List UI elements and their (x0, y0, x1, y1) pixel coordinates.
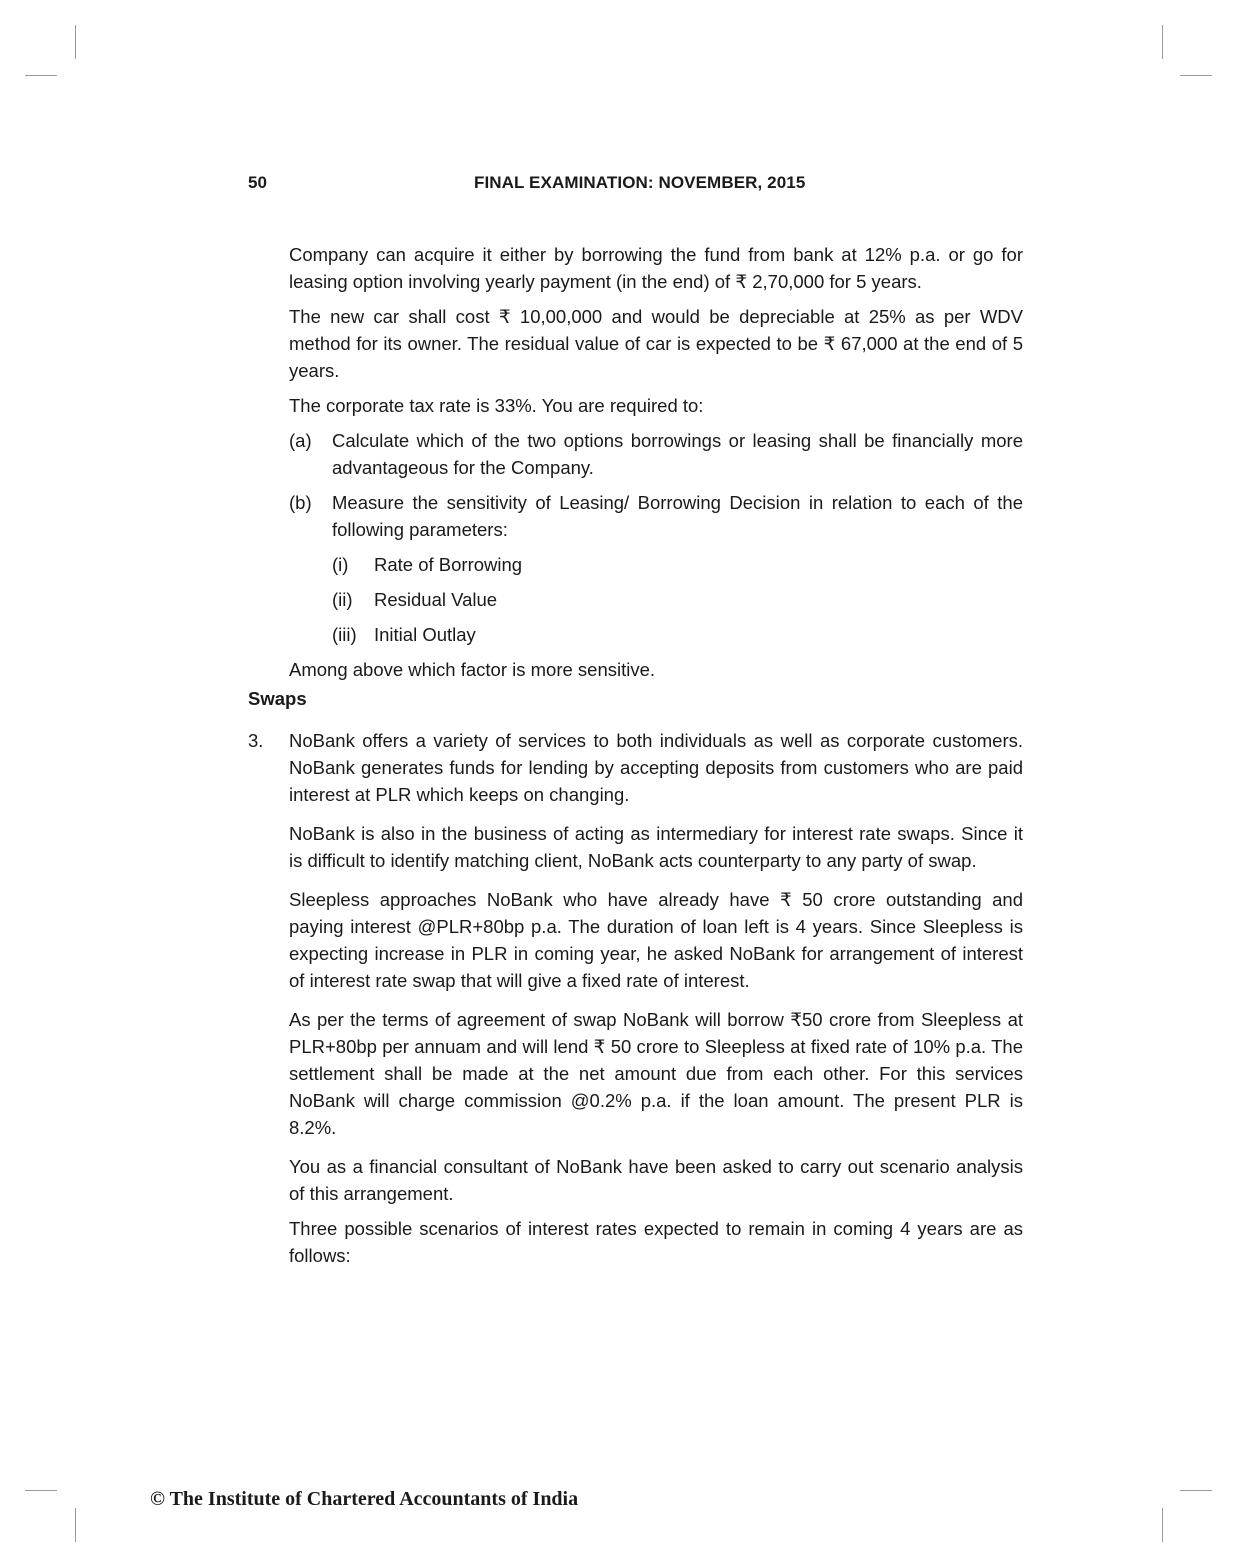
crop-mark (1180, 1490, 1212, 1491)
question-3 (248, 727, 1023, 1269)
paragraph: Company can acquire it either by borrowing the fund from bank at 12% p.a. or go for leasing option involving yearly payment (in the end) of ₹ 2,70,000 for 5 years. (289, 244, 1023, 292)
sub-list-item-label: (ii) (332, 589, 353, 610)
sub-list-item-label: (i) (332, 554, 349, 575)
paragraph: NoBank is also in the business of acting as intermediary for interest rate swaps. Since it is difficult to identify matching client, NoBank acts counterparty to any party of swap. (289, 823, 1023, 871)
list-item (289, 489, 1023, 543)
paragraph: You as a financial consultant of NoBank have been asked to carry out scenario analysis of this arrangement. (289, 1156, 1023, 1204)
page-number: 50 (248, 173, 267, 192)
crop-mark (25, 75, 57, 76)
list-item (289, 427, 1023, 481)
paragraph: Sleepless approaches NoBank who have already have ₹ 50 crore outstanding and paying interest @PLR+80bp p.a. The duration of loan left is 4 years. Since Sleepless is expecting increase in PLR in coming year, he asked NoBank for arrangement of interest of interest rate swap that will give a fixed rate of interest. (289, 889, 1023, 991)
question-number: 3. (248, 730, 264, 751)
sub-list-item-label: (iii) (332, 624, 357, 645)
crop-mark (75, 1508, 76, 1542)
list-item-label: (b) (289, 492, 312, 513)
copyright-footer: © The Institute of Chartered Accountants of India (150, 1488, 579, 1510)
sub-list-item (289, 551, 1023, 578)
sub-list-item (289, 586, 1023, 613)
question-body (289, 727, 1023, 1269)
question-2-continuation (289, 241, 1023, 683)
sub-list-item-text: Residual Value (374, 589, 498, 610)
crop-mark (25, 1490, 57, 1491)
sub-list-item-text: Rate of Borrowing (374, 554, 523, 575)
crop-mark (1180, 75, 1212, 76)
list-item-label: (a) (289, 430, 312, 451)
crop-mark (1162, 1508, 1163, 1542)
crop-mark (1162, 25, 1163, 59)
running-head: FINAL EXAMINATION: NOVEMBER, 2015 (474, 173, 806, 192)
paragraph: NoBank offers a variety of services to both individuals as well as corporate customers. NoBank generates funds for lending by accepting deposits from customers who are paid interest at PLR which keeps on changing. (289, 730, 1023, 805)
paragraph: The corporate tax rate is 33%. You are required to: (289, 395, 704, 416)
paragraph: Three possible scenarios of interest rates expected to remain in coming 4 years are as follows: (289, 1218, 1023, 1266)
crop-mark (75, 25, 76, 59)
paragraph: Among above which factor is more sensitive. (289, 659, 656, 680)
sub-list-item (289, 621, 1023, 648)
paragraph: As per the terms of agreement of swap NoBank will borrow ₹50 crore from Sleepless at PLR+80bp per annuam and will lend ₹ 50 crore to Sleepless at fixed rate of 10% p.a. The settlement shall be made at the net amount due from each other. For this services NoBank will charge commission @0.2% p.a. if the loan amount. The present PLR is 8.2%. (289, 1009, 1023, 1138)
paragraph: The new car shall cost ₹ 10,00,000 and would be depreciable at 25% as per WDV method for its owner. The residual value of car is expected to be ₹ 67,000 at the end of 5 years. (289, 306, 1023, 381)
list-item-text: Calculate which of the two options borrowings or leasing shall be financially more advantageous for the Company. (332, 430, 1023, 478)
list-item-text: Measure the sensitivity of Leasing/ Borrowing Decision in relation to each of the following parameters: (332, 492, 1023, 540)
section-heading: Swaps (248, 688, 307, 709)
sub-list-item-text: Initial Outlay (374, 624, 476, 645)
